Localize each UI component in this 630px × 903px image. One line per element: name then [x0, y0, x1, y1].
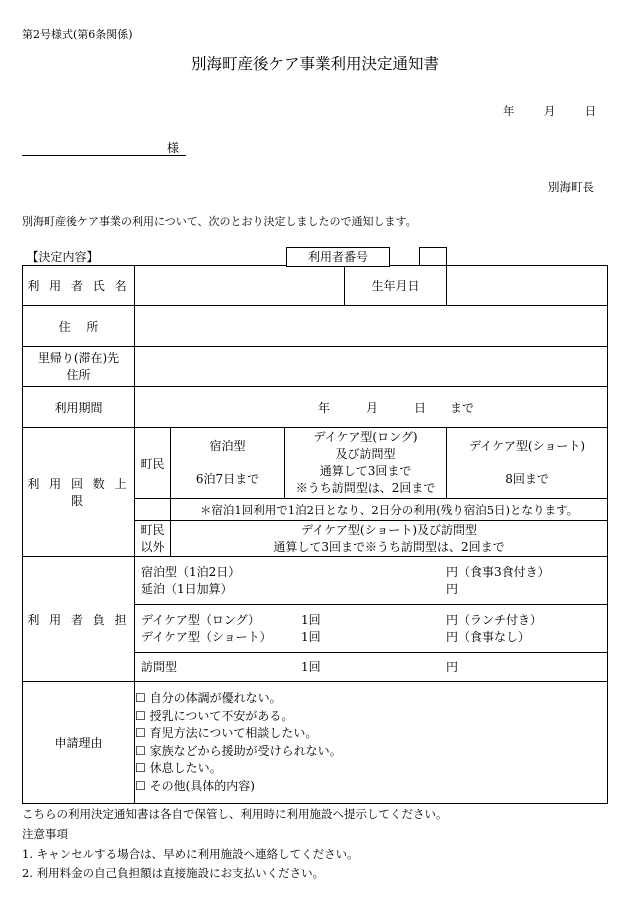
- nonresident-label: [135, 521, 171, 557]
- burden-visit-cell: [135, 653, 608, 682]
- reason-text: 育児方法について相談したい。: [149, 726, 318, 740]
- checkbox-icon[interactable]: ☐: [135, 691, 146, 705]
- user-number-cell: [308, 248, 447, 266]
- nonresident-label-line1: 町民: [140, 522, 165, 537]
- burden-short-count: 1回: [301, 629, 321, 644]
- day-short-cell: [447, 428, 608, 499]
- user-name-value[interactable]: [135, 266, 345, 306]
- date-month-label: 月: [543, 104, 556, 118]
- usage-limit-label: 利 用 回 数 上 限: [23, 428, 135, 557]
- form-number: 第2号様式(第6条関係): [22, 28, 133, 41]
- burden-stay-label: 宿泊型（1泊2日）: [141, 564, 241, 579]
- addressee-suffix: 様: [167, 141, 180, 155]
- return-home-label: [23, 347, 135, 387]
- address-label: 住 所: [23, 306, 135, 347]
- decision-table: [22, 247, 608, 804]
- burden-visit-label: 訪問型: [141, 659, 178, 674]
- return-home-label-line1: 里帰り(滞在)先: [37, 350, 120, 365]
- checkbox-icon[interactable]: ☐: [135, 743, 146, 758]
- stay-type-label: 宿泊型: [209, 439, 246, 453]
- checkbox-icon[interactable]: ☐: [135, 726, 146, 740]
- reason-item[interactable]: [135, 743, 607, 761]
- burden-stay-cell: [135, 557, 608, 605]
- burden-daycare-cell: [135, 605, 608, 653]
- burden-long-yen[interactable]: 円（ランチ付き）: [446, 612, 543, 627]
- day-long-line4: ※うち訪問型は、2回まで: [295, 481, 436, 495]
- day-long-line3: 通算して3回まで: [319, 464, 412, 478]
- burden-short-yen[interactable]: 円（食事なし）: [446, 629, 531, 644]
- day-long-cell: [285, 428, 447, 499]
- document-title: 別海町産後ケア事業利用決定通知書: [190, 55, 439, 73]
- burden-visit-yen[interactable]: 円: [446, 659, 459, 674]
- nonresident-value: [171, 521, 608, 557]
- intro-text: 別海町産後ケア事業の利用について、次のとおり決定しましたので通知します。: [22, 215, 417, 228]
- period-value[interactable]: 年 月 日 まで: [135, 387, 608, 428]
- return-home-value[interactable]: [135, 347, 608, 387]
- note-2: 2. 利用料金の自己負担額は直接施設にお支払いください。: [22, 866, 325, 880]
- burden-short-label: デイケア型（ショート）: [141, 629, 272, 644]
- reason-text: 家族などから援助が受けられない。: [149, 743, 342, 758]
- nonresident-value-line1: デイケア型(ショート)及び訪問型: [300, 522, 478, 537]
- user-name-label: 利 用 者 氏 名: [23, 266, 135, 306]
- reason-text: その他(具体的内容): [149, 778, 255, 793]
- stay-type-limit: 6泊7日まで: [195, 472, 260, 486]
- stay-note: ＊宿泊1回利用で1泊2日となり、2日分の利用(残り宿泊5日)となります。: [171, 499, 608, 521]
- user-number-label: 利用者番号: [286, 247, 390, 267]
- issue-date: [503, 103, 596, 119]
- date-year-label: 年: [503, 104, 515, 118]
- reason-list: [135, 682, 608, 804]
- burden-extension-yen[interactable]: 円: [446, 581, 459, 596]
- user-burden-label: 利 用 者 負 担: [23, 557, 135, 682]
- birthdate-value[interactable]: [447, 266, 608, 306]
- burden-long-label: デイケア型（ロング）: [141, 612, 261, 627]
- day-long-line2: 及び訪問型: [335, 447, 396, 461]
- address-value[interactable]: [135, 306, 608, 347]
- return-home-label-line2: 住所: [66, 367, 91, 382]
- reason-label: 申請理由: [23, 682, 135, 804]
- date-day-label: 日: [584, 104, 597, 118]
- sender-name: 別海町長: [548, 180, 594, 194]
- day-short-label: デイケア型(ショート): [469, 439, 586, 453]
- burden-long-count: 1回: [301, 612, 321, 627]
- reason-item[interactable]: [135, 760, 607, 778]
- reason-item[interactable]: [135, 708, 607, 726]
- reason-text: 自分の体調が優れない。: [149, 691, 282, 705]
- reason-item[interactable]: [135, 725, 607, 743]
- burden-visit-count: 1回: [301, 659, 321, 674]
- keep-note: こちらの利用決定通知書は各自で保管し、利用時に利用施設へ提示してください。: [22, 807, 448, 821]
- checkbox-icon[interactable]: ☐: [135, 778, 146, 793]
- day-long-line1: デイケア型(ロング): [313, 430, 418, 444]
- birthdate-label: 生年月日: [345, 266, 447, 306]
- burden-stay-yen[interactable]: 円（食事3食付き）: [446, 564, 550, 579]
- burden-extension-label: 延泊（1日加算）: [141, 581, 233, 596]
- addressee-line: [22, 155, 186, 156]
- section-label: 【決定内容】: [23, 248, 420, 266]
- reason-item[interactable]: [135, 778, 607, 796]
- notes-title: 注意事項: [22, 827, 68, 841]
- checkbox-icon[interactable]: ☐: [135, 708, 146, 723]
- reason-text: 休息したい。: [149, 761, 222, 775]
- resident-label-continued: [135, 499, 171, 521]
- checkbox-icon[interactable]: ☐: [135, 761, 146, 775]
- stay-type-cell: [171, 428, 285, 499]
- day-short-limit: 8回まで: [505, 472, 549, 486]
- note-1: 1. キャンセルする場合は、早めに利用施設へ連絡してください。: [22, 847, 359, 861]
- nonresident-value-line2: 通算して3回まで※うち訪問型は、2回まで: [273, 539, 505, 554]
- reason-text: 授乳について不安がある。: [149, 708, 294, 723]
- period-label: 利用期間: [23, 387, 135, 428]
- reason-item[interactable]: [135, 690, 607, 708]
- nonresident-label-line2: 以外: [140, 539, 165, 554]
- resident-label: 町民: [135, 428, 171, 499]
